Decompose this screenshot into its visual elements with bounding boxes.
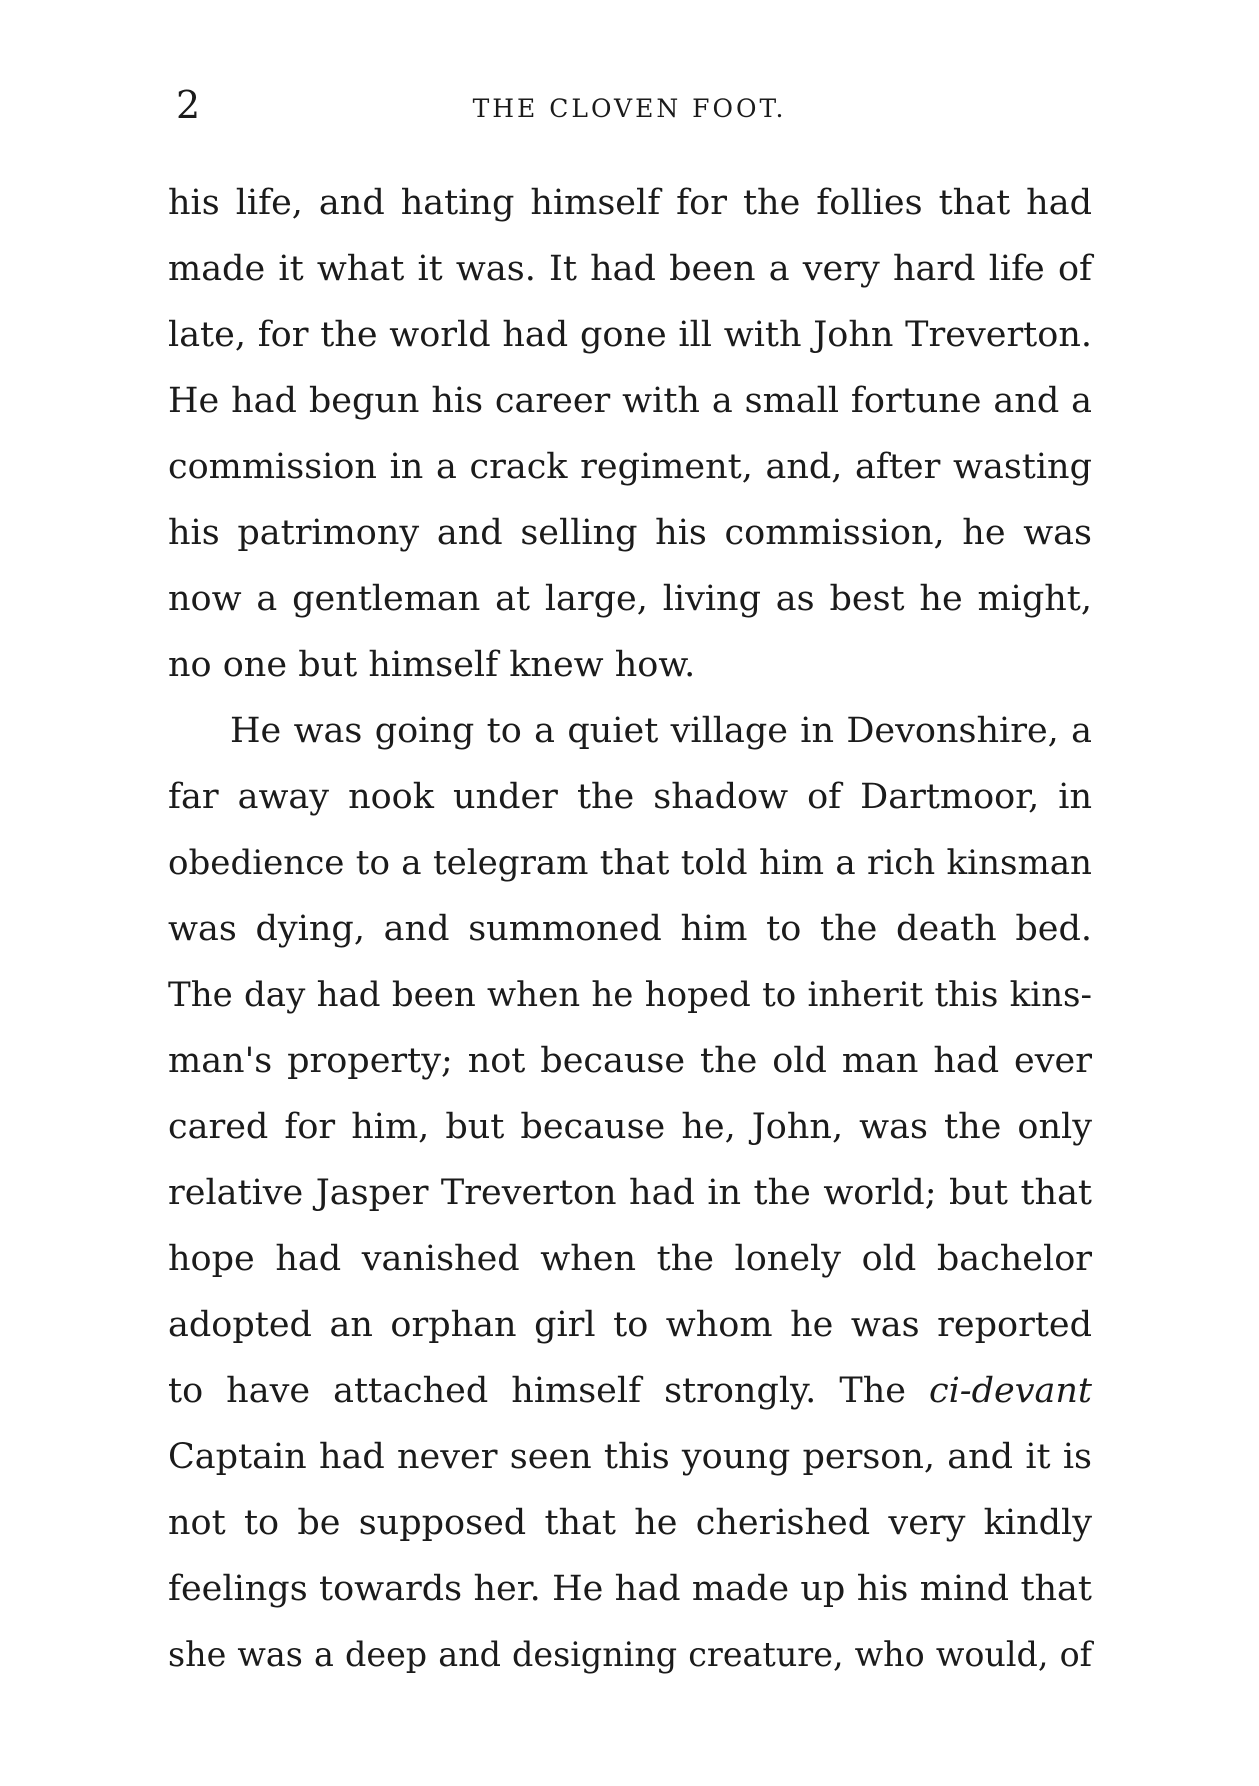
text-line: late, for the world had gone ill with John Treverton. [168, 315, 1092, 355]
running-title: THE CLOVEN FOOT. [472, 94, 787, 123]
text-line: The day had been when he hoped to inherit this kins- [168, 975, 1092, 1015]
text-line: commission in a crack regiment, and, after wasting [168, 447, 1092, 487]
text-line: his life, and hating himself for the follies that had [168, 183, 1092, 223]
text-line: she was a deep and designing creature, who would, of [168, 1635, 1092, 1674]
text-line: far away nook under the shadow of Dartmoor, in [168, 777, 1092, 817]
paragraph [168, 698, 1092, 1688]
text-line: feelings towards her. He had made up his mind that [168, 1569, 1092, 1609]
text-line: now a gentleman at large, living as best he might, [168, 579, 1092, 619]
text-line: was dying, and summoned him to the death bed. [168, 909, 1092, 949]
text-line: no one but himself knew how. [168, 645, 696, 685]
text-line: hope had vanished when the lonely old bachelor [168, 1239, 1092, 1279]
text-line: cared for him, but because he, John, was the only [168, 1107, 1092, 1147]
text-line: man's property; not because the old man had ever [168, 1041, 1092, 1081]
text-line: Captain had never seen this young person, and it is [168, 1437, 1092, 1477]
text-line: He was going to a quiet village in Devonshire, a [230, 711, 1092, 751]
text-line: He had begun his career with a small fortune and a [168, 381, 1092, 421]
text-line: made it what it was. It had been a very hard life of [168, 249, 1092, 289]
text-line: relative Jasper Treverton had in the world; but that [168, 1173, 1092, 1213]
text-line: obedience to a telegram that told him a rich kinsman [168, 843, 1092, 883]
text-line: adopted an orphan girl to whom he was reported [168, 1305, 1092, 1345]
line-text: to have attached himself strongly. The [168, 1371, 929, 1411]
text-line: his patrimony and selling his commission, he was [168, 513, 1092, 553]
italic-phrase: ci-devant [929, 1371, 1092, 1411]
page-number: 2 [176, 83, 201, 127]
text-line: not to be supposed that he cherished very kindly [168, 1503, 1092, 1543]
body-text [168, 170, 1092, 1688]
paragraph [168, 170, 1092, 698]
text-line-with-italic [168, 1358, 1092, 1424]
